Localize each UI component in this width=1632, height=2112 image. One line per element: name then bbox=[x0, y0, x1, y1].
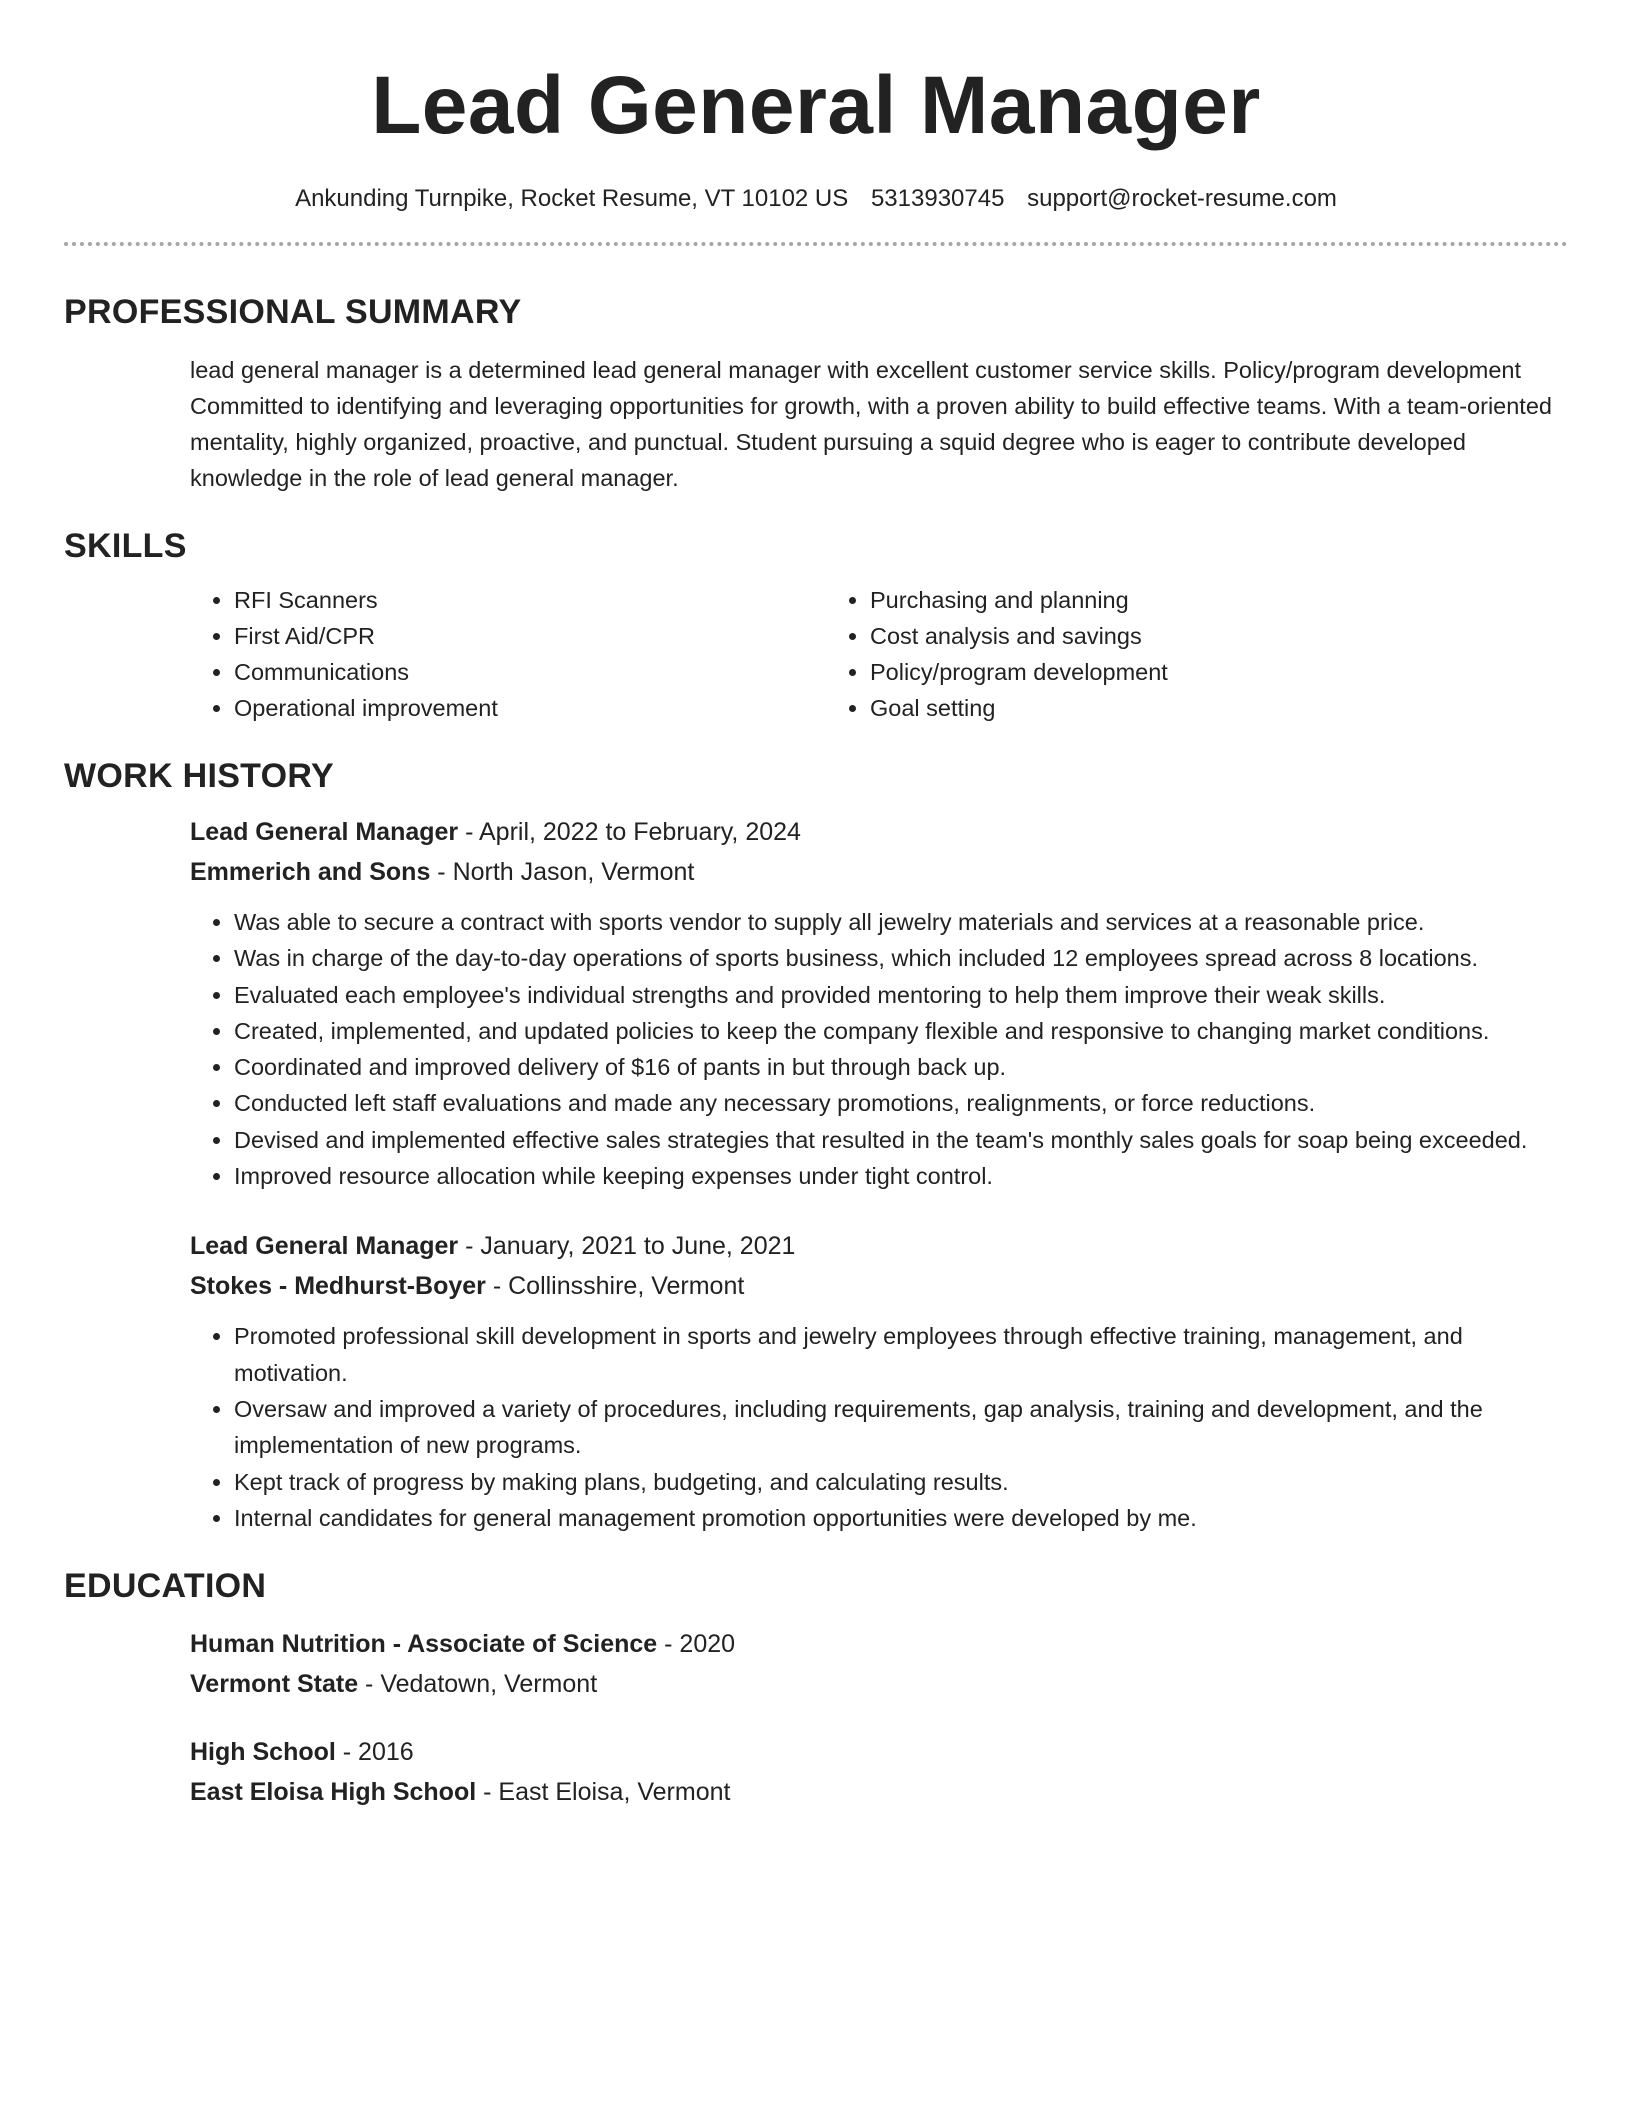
job-role: Lead General Manager bbox=[190, 818, 459, 846]
skill-item: • Policy/program development bbox=[870, 654, 1168, 690]
job-bullets bbox=[190, 1318, 1568, 1536]
job-bullet: • Internal candidates for general management promotion opportunities were developed by me. bbox=[234, 1500, 1568, 1536]
skill-item: • Purchasing and planning bbox=[870, 582, 1168, 618]
header-divider bbox=[64, 242, 1568, 246]
job-entry bbox=[190, 1226, 1568, 1536]
resume-name: Lead General Manager bbox=[371, 60, 1261, 151]
job-title-line bbox=[190, 1226, 1568, 1266]
education-degree-line bbox=[190, 1624, 1568, 1664]
job-bullet: • Created, implemented, and updated policies to keep the company flexible and responsive to changing market conditions. bbox=[234, 1013, 1568, 1049]
education-year: - 2020 bbox=[657, 1630, 736, 1659]
education-location: - Vedatown, Vermont bbox=[358, 1670, 598, 1699]
job-dates: - April, 2022 to February, 2024 bbox=[458, 818, 801, 846]
education-school: Vermont State bbox=[190, 1670, 359, 1699]
job-bullet: • Coordinated and improved delivery of $16 of pants in but through back up. bbox=[234, 1049, 1568, 1085]
job-dates: - January, 2021 to June, 2021 bbox=[458, 1232, 796, 1261]
education-degree: High School bbox=[190, 1738, 336, 1767]
job-bullet: • Evaluated each employee's individual strengths and provided mentoring to help them improve their weak skills. bbox=[234, 977, 1568, 1013]
skill-item: • Operational improvement bbox=[234, 690, 826, 726]
job-company-line bbox=[190, 852, 1568, 892]
contact-address: Ankunding Turnpike, Rocket Resume, VT 10102 US bbox=[295, 185, 849, 212]
summary-text: lead general manager is a determined lead general manager with excellent customer service skills. Policy/program development Committed to identifying and leveraging opportunities for growth, with a proven ability to build effective teams. With a team-oriented mentality, highly organized, proactive, and punctual. Student pursuing a squid degree who is eager to contribute developed knowledge in the role of lead general manager. bbox=[190, 357, 1552, 491]
job-company: Stokes - Medhurst-Boyer bbox=[190, 1272, 486, 1301]
summary-heading: PROFESSIONAL SUMMARY bbox=[64, 293, 522, 331]
education-school-line bbox=[190, 1664, 1568, 1704]
job-company-line bbox=[190, 1266, 1568, 1306]
work-history-heading: WORK HISTORY bbox=[64, 757, 334, 795]
job-location: - Collinsshire, Vermont bbox=[485, 1272, 745, 1301]
job-company: Emmerich and Sons bbox=[190, 858, 431, 886]
job-bullet: • Oversaw and improved a variety of procedures, including requirements, gap analysis, training and development, and the implementation of new programs. bbox=[234, 1391, 1568, 1464]
education-degree: Human Nutrition - Associate of Science bbox=[190, 1630, 658, 1659]
skill-item: • Cost analysis and savings bbox=[870, 618, 1168, 654]
resume-page bbox=[64, 0, 1568, 1812]
education-heading: EDUCATION bbox=[64, 1567, 267, 1606]
contact-phone: 5313930745 bbox=[870, 185, 1005, 212]
job-bullet: • Conducted left staff evaluations and made any necessary promotions, realignments, or force reductions. bbox=[234, 1085, 1568, 1121]
skill-item: • Communications bbox=[234, 654, 826, 690]
job-bullets bbox=[190, 904, 1568, 1194]
job-bullet: • Promoted professional skill development in sports and jewelry employees through effective training, management, and motivation. bbox=[234, 1318, 1568, 1391]
job-role: Lead General Manager bbox=[190, 1232, 459, 1261]
job-title-line bbox=[190, 812, 1568, 852]
skill-item: • First Aid/CPR bbox=[234, 618, 826, 654]
contact-email: support@rocket-resume.com bbox=[1027, 185, 1337, 212]
skills-column-right bbox=[826, 582, 1168, 726]
contact-line bbox=[64, 184, 1568, 214]
job-bullet: • Devised and implemented effective sales strategies that resulted in the team's monthly sales goals for soap being exceeded. bbox=[234, 1122, 1568, 1158]
skills-list bbox=[190, 582, 1568, 726]
education-location: - East Eloisa, Vermont bbox=[476, 1778, 731, 1807]
education-entry bbox=[190, 1624, 1568, 1704]
job-bullet: • Was able to secure a contract with sports vendor to supply all jewelry materials and services at a reasonable price. bbox=[234, 904, 1568, 940]
job-location: - North Jason, Vermont bbox=[430, 858, 695, 886]
skills-column-left bbox=[190, 582, 826, 726]
skill-item: • RFI Scanners bbox=[234, 582, 826, 618]
job-bullet: • Kept track of progress by making plans, budgeting, and calculating results. bbox=[234, 1464, 1568, 1500]
skills-heading: SKILLS bbox=[64, 527, 187, 565]
skill-item: • Goal setting bbox=[870, 690, 1168, 726]
job-bullet: • Improved resource allocation while keeping expenses under tight control. bbox=[234, 1158, 1568, 1194]
education-year: - 2016 bbox=[335, 1738, 414, 1767]
education-degree-line bbox=[190, 1732, 1568, 1772]
job-bullet: • Was in charge of the day-to-day operations of sports business, which included 12 employees spread across 8 locations. bbox=[234, 940, 1568, 976]
job-entry bbox=[190, 812, 1568, 1194]
education-school: East Eloisa High School bbox=[190, 1778, 477, 1807]
education-entry bbox=[190, 1732, 1568, 1812]
education-school-line bbox=[190, 1772, 1568, 1812]
